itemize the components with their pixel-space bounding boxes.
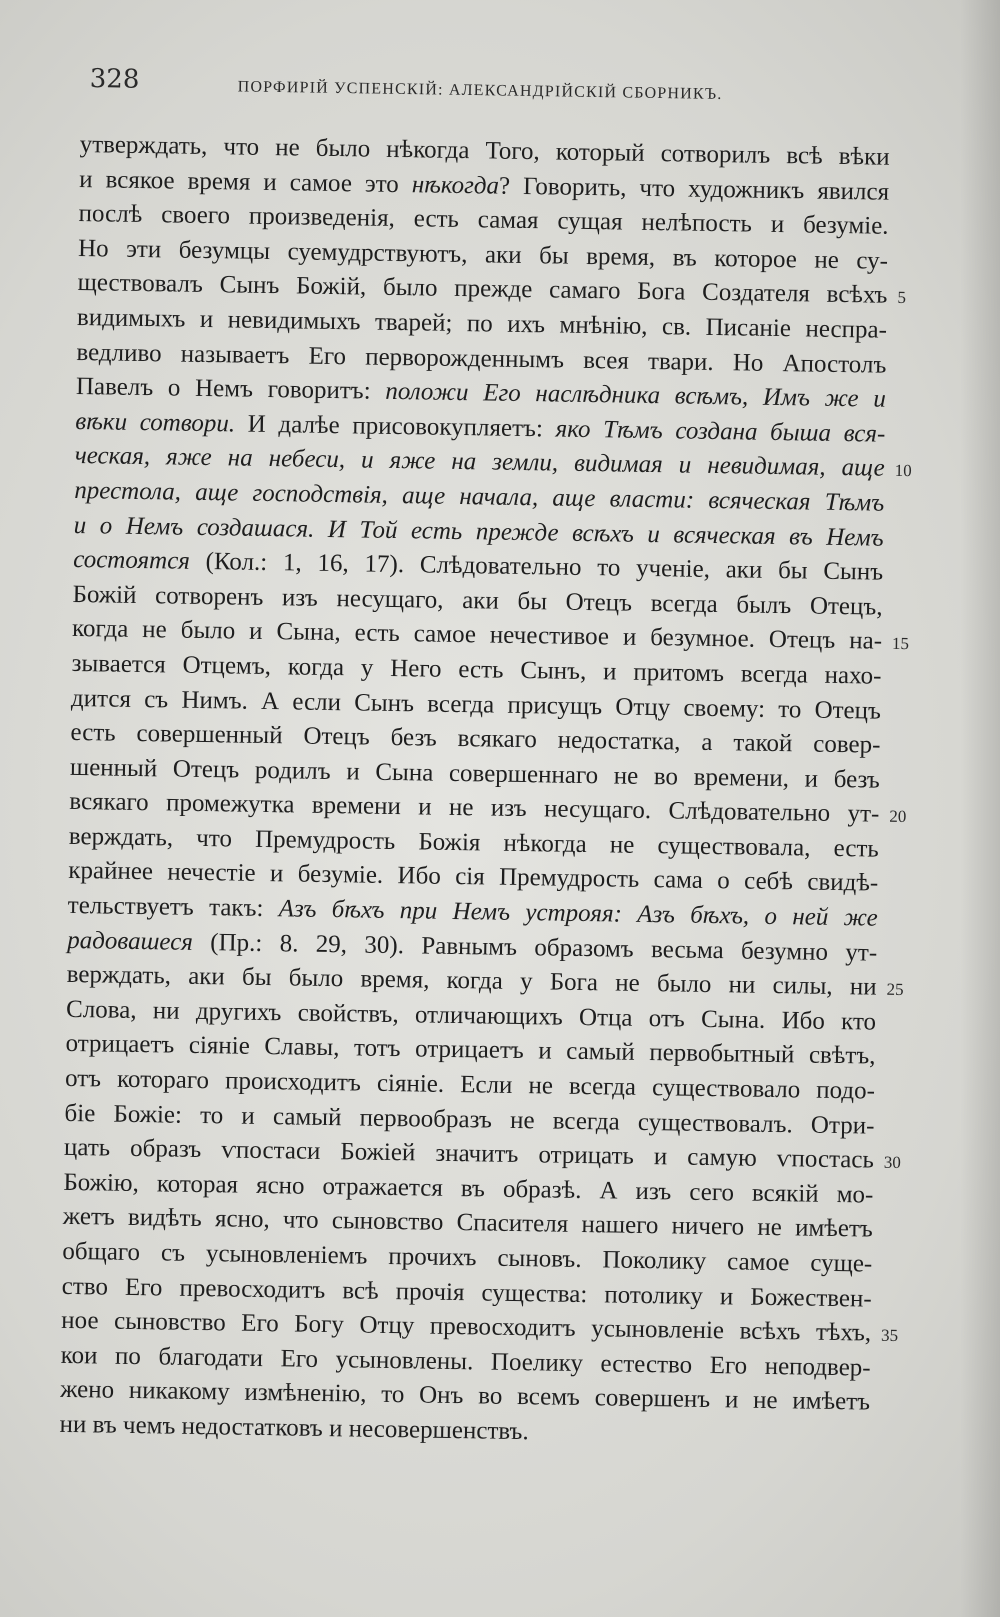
text-segment: тельствуетъ такъ: — [67, 891, 279, 923]
body-text — [59, 128, 912, 1455]
italic-quote: состоятся — [73, 546, 191, 575]
italic-quote: ческая, яже на небеси, и яже на земли, видимая и невидимая, аще — [74, 442, 885, 483]
text-segment: дится съ Нимъ. А если Сынъ всегда присущъ Отцу своему: то Отецъ — [70, 684, 882, 725]
text-segment: И далѣе присовокупляетъ: — [234, 410, 556, 443]
text-segment: ни въ чемъ недостатковъ и несовершенствъ. — [59, 1410, 529, 1446]
text-segment: кои по благодати Его усыновлены. Поелику естество Его неподвер- — [60, 1341, 871, 1382]
margin-line-number: 10 — [894, 461, 912, 481]
italic-quote: и о Немъ создашася. И Той есть прежде всѣхъ и всяческая въ Немъ — [73, 511, 884, 552]
text-segment: верждать, что Премудрость Божія нѣкогда не существовала, есть — [68, 822, 879, 863]
text-segment: отъ котораго происходитъ сіяніе. Если не всегда существовало подо- — [64, 1064, 876, 1105]
text-segment: цать образъ ѵпостаси Божіей значитъ отрицать и самую ѵпостась — [63, 1134, 875, 1174]
text-segment: (Пр.: 8. 29, 30). Равнымъ образомъ весьма безумно ут- — [192, 928, 878, 967]
text-segment: жено никакому измѣненію, то Онъ во всемъ совершенъ и не имѣетъ — [59, 1376, 871, 1416]
italic-quote: положи Его наслѣдника всѣмъ, Имъ же и — [385, 377, 887, 413]
text-segment: верждать, аки бы было время, когда у Бога не было ни силы, ни — [66, 961, 877, 1001]
margin-line-number: 35 — [880, 1325, 899, 1346]
text-segment: есть совершенный Отецъ безъ всякаго недостатка, а такой совер- — [70, 719, 881, 759]
text-segment: утверждать, что не было нѣкогда Того, который сотворилъ всѣ вѣки — [79, 130, 890, 171]
text-segment: всякаго промежутка времени и не изъ несущаго. Слѣдовательно ут- — [69, 788, 880, 828]
italic-quote: Азъ бѣхъ при Немъ устрояя: Азъ бѣхъ, о ней же — [278, 895, 878, 932]
text-segment: видимыхъ и невидимыхъ тварей; по ихъ мнѣнію, св. Писаніе неспра- — [76, 303, 888, 344]
italic-quote: нѣкогда — [411, 170, 500, 200]
text-segment: жетъ видѣть ясно, что сыновство Спасителя нашего ничего не имѣетъ — [62, 1203, 874, 1243]
text-segment: біе Божіе: то и самый первообразъ не всегда существовалъ. Отри- — [64, 1099, 875, 1140]
text-segment: общаго съ усыновленіемъ прочихъ сыновъ. Поколику самое суще- — [62, 1237, 873, 1278]
text-segment: Павелъ о Немъ говоритъ: — [75, 373, 386, 405]
text-segment: и всякое время и самое это — [78, 165, 413, 198]
text-segment: Божій сотворенъ изъ несущаго, аки бы Отецъ всегда былъ Отецъ, — [72, 580, 883, 621]
italic-quote: яко Тѣмъ создана быша вся- — [555, 415, 886, 448]
margin-line-number: 15 — [891, 634, 910, 654]
running-head: ПОРФИРІЙ УСПЕНСКІЙ: АЛЕКСАНДРІЙСКІЙ СБОРНИКЪ. — [237, 78, 723, 103]
text-segment: ведливо называетъ Его перворожденнымъ всея твари. Но Апостолъ — [76, 338, 887, 379]
margin-line-number: 30 — [883, 1152, 901, 1173]
text-segment: Божію, которая ясно отражается въ образѣ. А изъ сего всякій мо- — [63, 1168, 874, 1209]
text-segment: шенный Отецъ родилъ и Сына совершеннаго не во времени, и безъ — [69, 753, 881, 794]
text-segment: Но эти безумцы суемудрствуютъ, аки бы время, въ которое не су- — [77, 234, 889, 275]
margin-line-number: 20 — [889, 807, 907, 827]
italic-quote: престола, аще господствія, аще начала, аще власти: всяческая Тѣмъ — [74, 476, 885, 517]
text-segment: отрицаетъ сіяніе Славы, тотъ отрицаетъ и самый первобытный свѣтъ, — [65, 1030, 876, 1071]
text-segment: ное сыновство Его Богу Отцу превосходитъ усыновленіе всѣхъ тѣхъ, — [61, 1307, 872, 1347]
margin-line-number: 5 — [897, 288, 907, 308]
text-segment: послѣ своего произведенія, есть самая сущая нелѣпость и безуміе. — [78, 200, 889, 240]
text-segment: когда не было и Сына, есть самое нечестивое и безумное. Отецъ на- — [71, 615, 883, 655]
text-segment: Слова, ни другихъ свойствъ, отличающихъ Отца отъ Сына. Ибо кто — [65, 995, 877, 1036]
italic-quote: вѣки сотвори. — [75, 407, 236, 438]
margin-line-number: 25 — [886, 980, 904, 1000]
text-segment: ществовалъ Сынъ Божій, было прежде самаго Бога Создателя всѣхъ — [77, 269, 888, 310]
text-segment: зывается Отцемъ, когда у Него есть Сынъ, и притомъ всегда нахо- — [71, 649, 882, 690]
page-header — [89, 64, 770, 115]
page-number: 328 — [89, 64, 140, 95]
text-segment: крайнее нечестіе и безуміе. Ибо сія Премудрость сама о себѣ свидѣ- — [68, 857, 879, 898]
text-segment: ство Его превосходитъ всѣ прочія существа: потолику и Божествен- — [61, 1272, 872, 1313]
italic-quote: радовашеся — [67, 926, 194, 956]
text-segment: (Кол.: 1, 16, 17). Слѣдовательно то ученіе, аки бы Сынъ — [189, 547, 884, 586]
text-segment: ? Говорить, что художникъ явился — [498, 172, 890, 206]
